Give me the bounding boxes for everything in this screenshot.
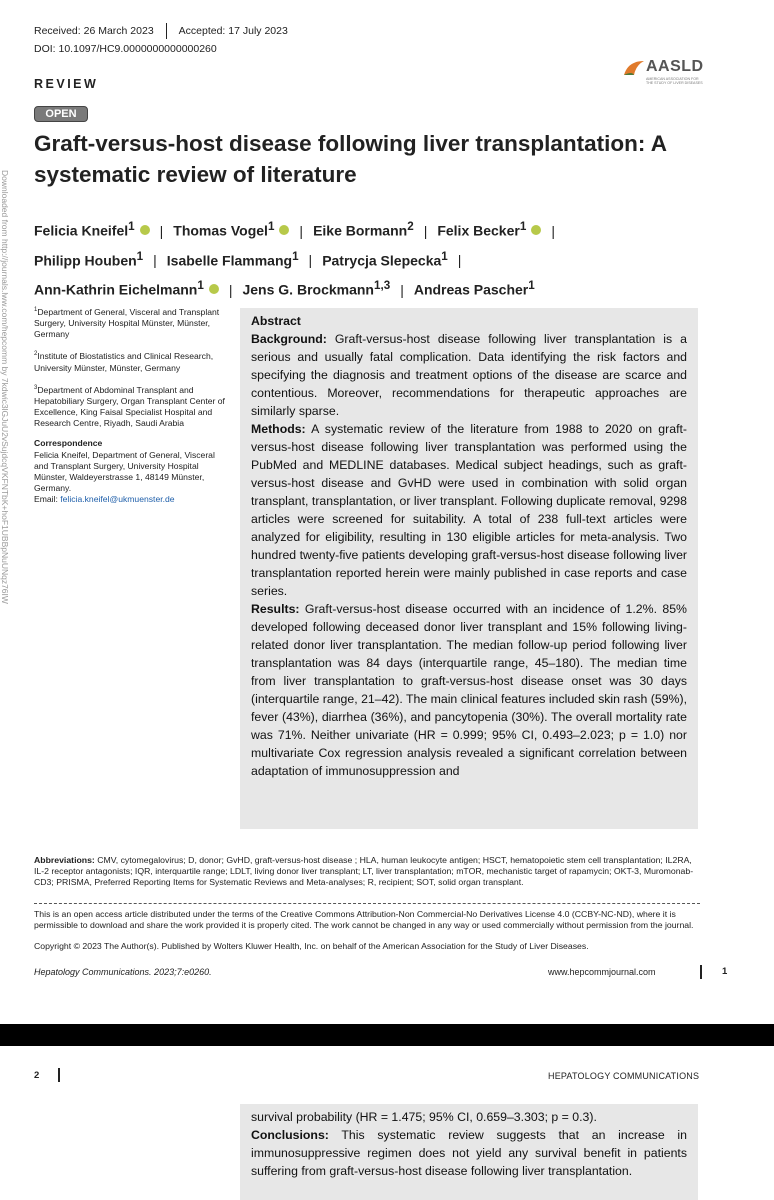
author-separator: | [457,252,462,269]
header2-divider [58,1068,60,1082]
author-separator: | [308,252,313,269]
author-affiliation-number: 1 [528,279,535,293]
abstract-heading: Abstract [251,314,301,328]
abstract-conclusions: Conclusions: This systematic review suggests that an increase in immunosuppressive regimen does not yield any survival benefit in patients suffering from graft-versus-host disease following liver transplantation. [251,1128,687,1178]
received-accepted-line [34,23,288,39]
side-download-text: Downloaded from http://journals.lww.com/hepcomm by 7kdwic3lGJuU2vSujdcqVKFNTbK+hoF1UBBpNuUNqz76IW [0,170,10,604]
page-number-2: 2 [34,1070,40,1081]
author-separator: | [400,281,404,298]
author-affiliation-number: 1 [128,220,135,233]
author-affiliation-number: 1 [292,249,299,263]
affiliation-3: $^3$Department of Abdominal Transplant and Hepatobiliary Surgery, Organ Transplant Center of Excellence, King Faisal Specialist Hospital and Research Centre, Riyadh, Saudi Arabia [34,384,225,429]
affiliations [34,305,230,506]
author-affiliation-number: 1 [519,220,527,233]
author-line-2 [34,244,744,274]
author-name: Felix Becker [437,222,520,239]
author-affiliation-number: 2 [407,220,414,233]
logo-wordmark: AASLD [646,58,704,75]
aasld-logo [622,58,702,92]
orcid-icon[interactable] [209,284,219,294]
author-name: Philipp Houben [34,252,137,269]
author-name: Felicia Kneifel [34,222,129,239]
author-separator: | [153,252,157,269]
license-text: This is an open access article distributed under the terms of the Creative Commons Attribution-Non Commercial-No Derivatives License 4.0 (CCBY-NC-ND), where it is permissible to download and share the work provided it is properly cited. The work cannot be changed in any way or used commercially without permission from the journal. [34,909,694,930]
author-affiliation-number: 1,3 [373,279,391,293]
orcid-icon[interactable] [531,225,541,235]
affiliation-1: $^1$Department of General, Visceral and Transplant Surgery, University Hospital Münster, Münster, Germany [34,306,220,340]
received-date: Received: 26 March 2023 [34,25,154,37]
author-name: Isabelle Flammang [166,252,293,269]
dashed-divider [34,903,700,904]
author-separator: | [159,222,164,239]
abbreviations: Abbreviations: CMV, cytomegalovirus; D, donor; GvHD, graft-versus-host disease ; HLA, human leukocyte antigen; HSCT, hematopoietic stem cell transplantation; IL2RA, IL-2 receptor antagonists; IQR, interquartile range; LDLT, living donor liver transplant; LT, liver transplantation; mTOR, mechanistic target of rapamycin; OKT-3, Muromonab-CD3; PRISMA, Preferred Reporting Items for Systematic Reviews and Meta-analyses; R, recipient; SOT, solid organ transplant. [34,855,694,887]
meta-separator [166,23,167,39]
aasld-leaf-icon [622,59,646,77]
abstract-results: Results: Graft-versus-host disease occurred with an incidence of 1.2%. 85% developed following deceased donor liver transplant and 15% following living-related donor liver transplantation. The median follow-up period following liver transplantation was 84 days (interquartile range, 45–180). The median time from liver transplantation to graft-versus-host disease onset was 30 days (interquartile range, 21–42). The main clinical features included skin rash (59%), fever (43%), diarrhea (36%), and pancytopenia (30%). The overall mortality rate was 71%. Neither univariate (HR = 0.999; 95% CI, 0.493–2.023; p = 1.0) nor multivariate Cox regression analysis revealed a significant correlation between adaptation of immunosuppression and [251,602,687,778]
author-list [34,214,744,303]
article-title: Graft-versus-host disease following liver transplantation: A systematic review of literature [34,131,667,187]
affiliation-2: $^2$Institute of Biostatistics and Clinical Research, University Münster, Münster, Germany [34,351,214,373]
author-name: Jens G. Brockmann [242,281,374,298]
author-separator: | [299,222,304,239]
author-line-1 [34,214,744,244]
journal-citation: Hepatology Communications. 2023;7:e0260. [34,967,212,977]
running-header: HEPATOLOGY COMMUNICATIONS [548,1071,700,1081]
journal-website[interactable]: www.hepcommjournal.com [548,967,656,977]
abstract-methods: Methods: A systematic review of the literature from 1988 to 2020 on graft-versus-host disease following liver transplantation was performed using the PubMed and MEDLINE databases. Medical subject headings, such as graft-versus-host disease and GvHD were used in combination with solid organ transplant, transplantation, or liver transplant. Following duplicate removal, 9298 articles were screened for suitability. A total of 238 full-text articles were analyzed for eligibility, resulting in 130 eligible articles for meta-analysis. Two hundred twenty-five patients developing graft-versus-host disease following liver transplantation reported herein were mainly published in case reports and case series. [251,422,687,598]
correspondence-heading: Correspondence [34,438,103,449]
page-gap [0,1024,774,1046]
author-separator: | [423,222,428,239]
author-name: Patrycja Slepecka [322,252,442,269]
author-separator: | [551,222,555,239]
footer-divider [700,965,702,979]
page-number-1: 1 [722,966,728,977]
author-separator: | [228,281,233,298]
abstract-box [240,308,698,829]
author-name: Thomas Vogel [173,222,268,239]
author-name: Ann-Kathrin Eichelmann [34,281,198,298]
author-affiliation-number: 1 [441,249,448,263]
author-name: Eike Bormann [313,222,408,239]
email-link[interactable]: felicia.kneifel@ukmuenster.de [60,494,175,505]
abstract-box-continued [240,1104,698,1200]
copyright-text: Copyright © 2023 The Author(s). Published by Wolters Kluwer Health, Inc. on behalf of the American Association for the Study of Liver Diseases. [34,941,589,951]
correspondence-text: Felicia Kneifel, Department of General, Visceral and Transplant Surgery, University Hospital Münster, Waldeyerstrasse 1, 48149 Münster, Germany. [34,449,215,494]
orcid-icon[interactable] [279,225,289,235]
author-name: Andreas Pascher [413,281,529,298]
author-affiliation-number: 1 [197,279,204,293]
side-download-notice [0,170,14,640]
correspondence-email: Email: felicia.kneifel@ukmuenster.de [34,494,175,505]
logo-subtitle: AMERICAN ASSOCIATION FOR THE STUDY OF LIVER DISEASES [646,77,703,86]
author-affiliation-number: 1 [267,220,275,233]
orcid-icon[interactable] [140,225,150,235]
doi[interactable]: DOI: 10.1097/HC9.0000000000000260 [34,43,217,55]
open-access-badge: OPEN [34,106,88,122]
author-line-3 [34,273,744,303]
abstract-results-continued: survival probability (HR = 1.475; 95% CI, 0.659–3.303; p = 0.3). [251,1110,597,1124]
article-type: REVIEW [34,77,99,91]
accepted-date: Accepted: 17 July 2023 [178,25,288,37]
author-affiliation-number: 1 [136,249,144,263]
abstract-background: Background: Graft-versus-host disease following liver transplantation is a serious and usually fatal complication. Data identifying the risk factors and specifying the diagnosis and treatment options of the disease are scarce and contentious. Moreover, recommendations for therapeutic approaches are similarly sparse. [251,332,687,418]
